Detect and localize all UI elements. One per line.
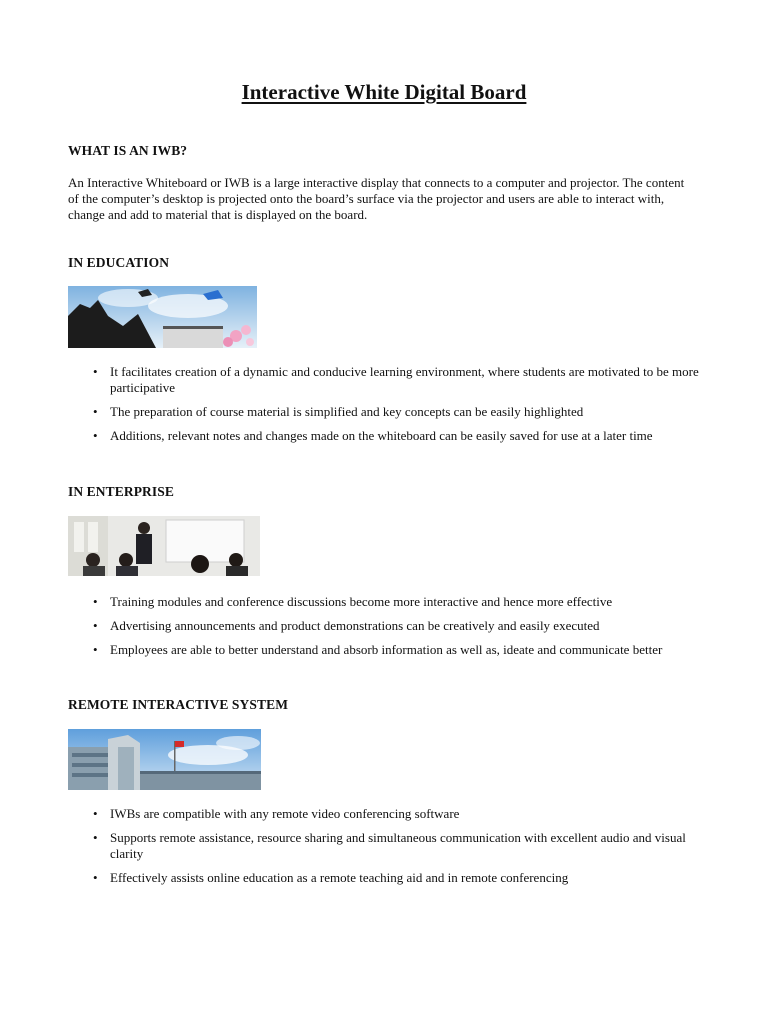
list-item: • Employees are able to better understand and absorb information as well as, ideate and communicate better <box>110 642 710 658</box>
section-heading-what-is-iwb: WHAT IS AN IWB? <box>68 143 188 158</box>
list-item: • It facilitates creation of a dynamic and conducive learning environment, where students are motivated to be more participative <box>110 364 710 396</box>
list-item: • Effectively assists online education as a remote teaching aid and in remote conferencing <box>110 870 710 886</box>
list-item: • Training modules and conference discussions become more interactive and hence more effective <box>110 594 710 610</box>
education-bullet-list <box>110 364 710 452</box>
education-graduation-photo <box>68 286 257 348</box>
remote-bullet-list <box>110 806 710 894</box>
enterprise-bullet-list <box>110 594 710 666</box>
enterprise-meeting-photo <box>68 516 260 576</box>
section-body-what-is-iwb: An Interactive Whiteboard or IWB is a large interactive display that connects to a computer and projector. The content of the computer’s desktop is projected onto the board’s surface via the projector and users are able to interact with, change and add to material that is displayed on the board. <box>68 175 685 222</box>
list-item: • Supports remote assistance, resource sharing and simultaneous communication with excellent audio and visual clarity <box>110 830 710 862</box>
document-title: Interactive White Digital Board <box>241 80 527 104</box>
list-item: • IWBs are compatible with any remote video conferencing software <box>110 806 710 822</box>
remote-building-photo <box>68 729 261 790</box>
section-heading-enterprise: IN ENTERPRISE <box>68 484 174 499</box>
section-heading-education: IN EDUCATION <box>68 255 170 270</box>
list-item: • Additions, relevant notes and changes made on the whiteboard can be easily saved for use at a later time <box>110 428 710 444</box>
list-item: • The preparation of course material is simplified and key concepts can be easily highlighted <box>110 404 710 420</box>
section-heading-remote: REMOTE INTERACTIVE SYSTEM <box>68 697 289 712</box>
list-item: • Advertising announcements and product demonstrations can be creatively and easily executed <box>110 618 710 634</box>
